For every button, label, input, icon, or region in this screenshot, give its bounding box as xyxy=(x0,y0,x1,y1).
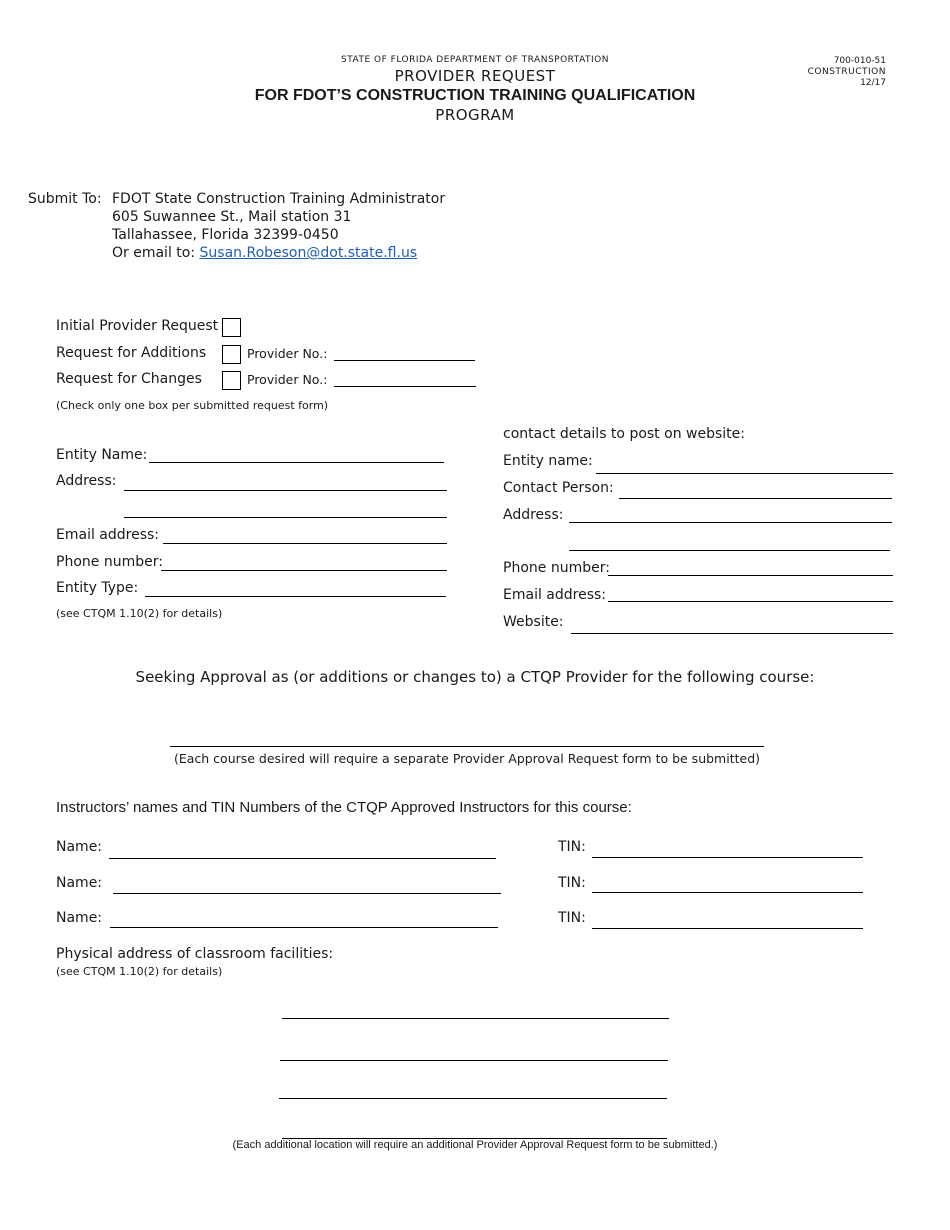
instructor-tin-field-3[interactable] xyxy=(592,928,863,929)
form-number: 700-010-51 xyxy=(833,56,886,66)
form-category: CONSTRUCTION xyxy=(807,67,886,77)
seeking-approval-text: Seeking Approval as (or additions or changes to) a CTQP Provider for the following course: xyxy=(135,668,815,686)
instructor-name-label-1: Name: xyxy=(56,839,103,855)
instructor-tin-label-2: TIN: xyxy=(558,875,586,891)
entity-phone-field[interactable] xyxy=(161,570,447,571)
changes-request-checkbox[interactable] xyxy=(222,371,241,390)
contact-heading: contact details to post on website: xyxy=(503,426,745,442)
initial-request-checkbox[interactable] xyxy=(222,318,241,337)
additions-provider-no-field[interactable] xyxy=(334,360,475,361)
changes-request-label: Request for Changes xyxy=(56,371,202,387)
facilities-note: (see CTQM 1.10(2) for details) xyxy=(56,965,223,978)
contact-phone-label: Phone number: xyxy=(503,560,610,576)
contact-entity-name-label: Entity name: xyxy=(503,453,593,469)
changes-provider-no-label: Provider No.: xyxy=(247,372,328,387)
facility-address-field-2[interactable] xyxy=(280,1060,668,1061)
contact-email-field[interactable] xyxy=(608,601,893,602)
instructors-heading: Instructors’ names and TIN Numbers of the CTQP Approved Instructors for this course: xyxy=(56,799,632,816)
entity-type-field[interactable] xyxy=(145,596,446,597)
contact-website-label: Website: xyxy=(503,614,564,630)
contact-phone-field[interactable] xyxy=(608,575,893,576)
facilities-heading: Physical address of classroom facilities: xyxy=(56,946,334,962)
course-field[interactable] xyxy=(170,746,764,747)
facilities-footer-note: (Each additional location will require an additional Provider Approval Request form to be submitted.) xyxy=(232,1139,718,1151)
entity-name-field[interactable] xyxy=(149,462,444,463)
submit-to-line-3: Tallahassee, Florida 32399-0450 xyxy=(112,227,339,243)
instructor-name-field-3[interactable] xyxy=(110,927,498,928)
submit-to-line-1: FDOT State Construction Training Administrator xyxy=(112,191,446,207)
email-prefix: Or email to: xyxy=(112,245,196,261)
contact-entity-name-field[interactable] xyxy=(596,473,893,474)
entity-address-field-1[interactable] xyxy=(124,490,447,491)
entity-address-label: Address: xyxy=(56,473,117,489)
contact-address-field-1[interactable] xyxy=(569,522,892,523)
instructor-tin-label-1: TIN: xyxy=(558,839,586,855)
facility-address-field-3[interactable] xyxy=(279,1098,667,1099)
instructor-name-label-3: Name: xyxy=(56,910,103,926)
additions-request-checkbox[interactable] xyxy=(222,345,241,364)
contact-person-field[interactable] xyxy=(619,498,892,499)
course-note: (Each course desired will require a separate Provider Approval Request form to be submitted) xyxy=(173,751,761,766)
instructor-tin-field-1[interactable] xyxy=(592,857,863,858)
entity-type-label: Entity Type: xyxy=(56,580,139,596)
instructor-tin-field-2[interactable] xyxy=(592,892,863,893)
request-type-note: (Check only one box per submitted request form) xyxy=(56,399,329,412)
contact-address-field-2[interactable] xyxy=(569,550,890,551)
instructor-name-field-2[interactable] xyxy=(113,893,501,894)
changes-provider-no-field[interactable] xyxy=(334,386,476,387)
title-line-2: FOR FDOT’S CONSTRUCTION TRAINING QUALIFICATION xyxy=(254,87,696,104)
instructor-name-field-1[interactable] xyxy=(109,858,496,859)
initial-request-label: Initial Provider Request xyxy=(56,318,219,334)
additions-provider-no-label: Provider No.: xyxy=(247,346,328,361)
entity-phone-label: Phone number: xyxy=(56,554,163,570)
entity-email-field[interactable] xyxy=(163,543,447,544)
facility-address-field-1[interactable] xyxy=(282,1018,669,1019)
instructor-name-label-2: Name: xyxy=(56,875,103,891)
entity-address-field-2[interactable] xyxy=(124,517,447,518)
agency-name: STATE OF FLORIDA DEPARTMENT OF TRANSPORTATION xyxy=(341,55,609,65)
form-date: 12/17 xyxy=(860,78,886,88)
submit-to-line-2: 605 Suwannee St., Mail station 31 xyxy=(112,209,352,225)
email-link[interactable]: Susan.Robeson@dot.state.fl.us xyxy=(199,245,418,261)
title-line-1: PROVIDER REQUEST xyxy=(394,67,556,85)
contact-address-label: Address: xyxy=(503,507,564,523)
entity-email-label: Email address: xyxy=(56,527,160,543)
submit-to-label: Submit To: xyxy=(28,191,102,207)
contact-website-field[interactable] xyxy=(571,633,893,634)
instructor-tin-label-3: TIN: xyxy=(558,910,586,926)
entity-name-label: Entity Name: xyxy=(56,447,148,463)
submit-to-email-row xyxy=(112,245,417,261)
contact-email-label: Email address: xyxy=(503,587,607,603)
entity-type-note: (see CTQM 1.10(2) for details) xyxy=(56,607,223,620)
contact-person-label: Contact Person: xyxy=(503,480,614,496)
title-line-3: PROGRAM xyxy=(435,106,515,124)
additions-request-label: Request for Additions xyxy=(56,345,207,361)
